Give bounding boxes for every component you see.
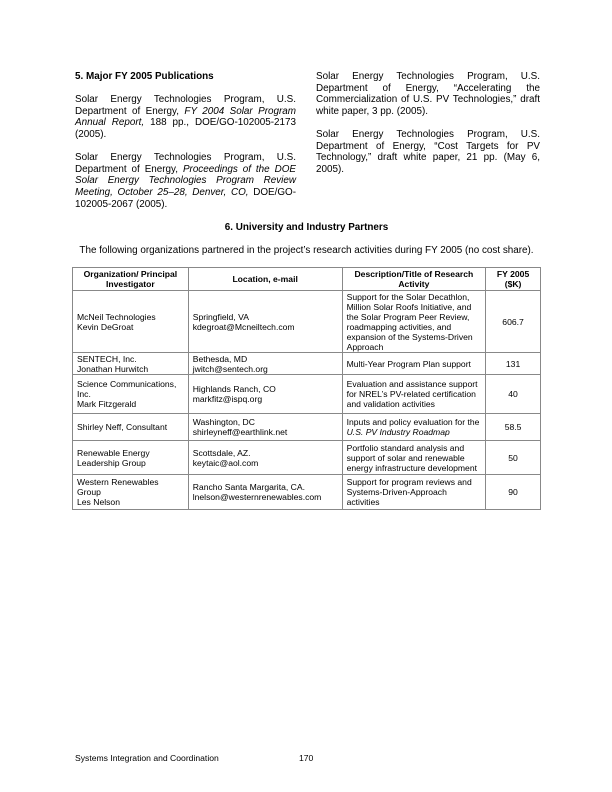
location: Highlands Ranch, CO	[192, 384, 276, 394]
col-header: FY 2005 ($K)	[486, 268, 541, 291]
description-cell	[342, 414, 486, 441]
org-name: Science Communications, Inc.	[77, 379, 177, 399]
description-cell: Multi-Year Program Plan support	[342, 353, 486, 375]
email: kdegroat@Mcneiltech.com	[192, 321, 295, 332]
email: keytaic@aol.com	[192, 457, 259, 468]
org-cell	[73, 414, 189, 441]
location-cell	[188, 353, 342, 375]
footer-title: Systems Integration and Coordination	[75, 753, 219, 763]
pub-title: Proceedings of the DOE Solar Energy Technologies Program Review Meeting, October 25–28, Denver, CO,	[75, 163, 296, 198]
description-cell: Support for program reviews and Systems-Driven-Approach activities	[342, 475, 486, 510]
description-cell: Support for the Solar Decathlon, Million Solar Roofs Initiative, and the Solar Program Peer Review, roadmapping activities, and expansion of the Systems-Driven Approach	[342, 291, 486, 353]
description-text: Inputs and policy evaluation for the	[346, 417, 480, 427]
table-row	[73, 291, 541, 353]
publication-1	[75, 94, 296, 140]
location: Springfield, VA	[192, 311, 249, 322]
pub-text: 188 pp., DOE/GO-102005-2173 (2005).	[75, 117, 296, 140]
publication-2	[75, 152, 296, 210]
col-header: Organization/ Principal Investigator	[73, 268, 189, 291]
amount-cell: 606.7	[486, 291, 541, 353]
description-title: U.S. PV Industry Roadmap	[346, 427, 450, 437]
location: Bethesda, MD	[192, 353, 248, 364]
table-row	[73, 441, 541, 475]
location-cell	[188, 441, 342, 475]
section-6-intro: The following organizations partnered in the project’s research activities during FY 2005 (no cost share).	[79, 245, 534, 257]
publication-3: Solar Energy Technologies Program, U.S. Department of Energy, “Accelerating the Commercialization of U.S. PV Technologies,” draft white paper, 3 pp. (2005).	[316, 71, 540, 117]
location: Scottsdale, AZ.	[192, 447, 251, 458]
pi-name: Kevin DeGroat	[77, 321, 134, 332]
table-row	[73, 375, 541, 414]
section-6-heading: 6. University and Industry Partners	[224, 222, 389, 233]
org-name: Western Renewables Group	[77, 477, 159, 497]
pub-text: DOE/GO-102005-2067 (2005).	[75, 186, 296, 210]
email: jwitch@sentech.org	[192, 363, 268, 374]
org-cell: Renewable Energy Leadership Group	[73, 441, 189, 475]
email: lnelson@westernrenewables.com	[192, 492, 322, 502]
amount-cell: 58.5	[486, 414, 541, 441]
table-row	[73, 475, 541, 510]
pub-text: Solar Energy Technologies Program, U.S. Department of Energy,	[75, 94, 296, 117]
amount-cell: 131	[486, 353, 541, 375]
left-column	[75, 71, 296, 222]
location: Washington, DC	[192, 417, 255, 427]
description-cell: Evaluation and assistance support for NREL’s PV-related certification and validation activities	[342, 375, 486, 414]
org-name: Shirley Neff, Consultant	[77, 422, 168, 432]
table-header-row	[73, 268, 541, 291]
partners-table	[72, 267, 541, 510]
section-6	[72, 222, 541, 257]
email: markfitz@ispq.org	[192, 394, 263, 404]
page-number: 170	[299, 753, 314, 763]
org-cell	[73, 353, 189, 375]
org-cell	[73, 475, 189, 510]
location-cell	[188, 414, 342, 441]
right-column	[316, 71, 540, 187]
description-cell: Portfolio standard analysis and support of solar and renewable energy infrastructure development	[342, 441, 486, 475]
org-name: McNeil Technologies	[77, 311, 156, 322]
table-row	[73, 414, 541, 441]
pub-text: Solar Energy Technologies Program, U.S. Department of Energy,	[75, 152, 296, 175]
pi-name: Jonathan Hurwitch	[77, 363, 149, 374]
location-cell	[188, 475, 342, 510]
amount-cell: 90	[486, 475, 541, 510]
email: shirleyneff@earthlink.net	[192, 427, 288, 437]
publication-4: Solar Energy Technologies Program, U.S. Department of Energy, “Cost Targets for PV Technology,” draft white paper, 21 pp. (May 6, 2005).	[316, 128, 540, 175]
org-name: SENTECH, Inc.	[77, 353, 137, 364]
amount-cell: 50	[486, 441, 541, 475]
org-cell	[73, 291, 189, 353]
amount-cell: 40	[486, 375, 541, 414]
location-cell	[188, 291, 342, 353]
location-cell	[188, 375, 342, 414]
section-5-heading: 5. Major FY 2005 Publications	[75, 71, 214, 82]
col-header: Description/Title of Research Activity	[342, 268, 486, 291]
table-row	[73, 353, 541, 375]
location: Rancho Santa Margarita, CA.	[192, 482, 305, 492]
pi-name: Mark Fitzgerald	[77, 399, 137, 409]
pi-name: Les Nelson	[77, 497, 120, 507]
org-cell	[73, 375, 189, 414]
col-header: Location, e-mail	[188, 268, 342, 291]
pub-title: FY 2004 Solar Program Annual Report,	[75, 105, 297, 129]
